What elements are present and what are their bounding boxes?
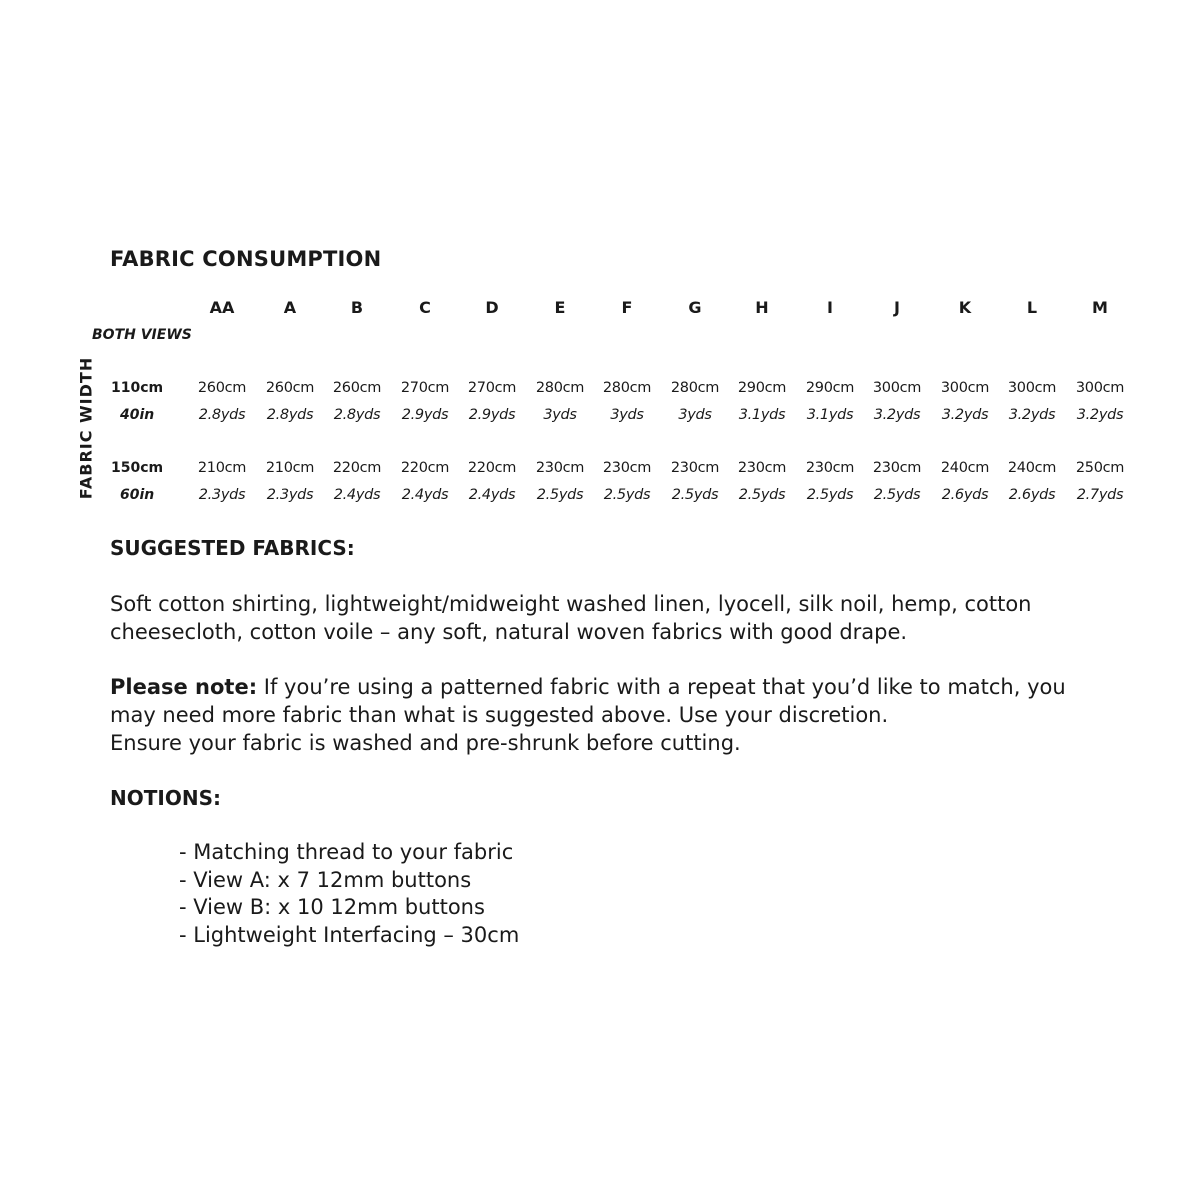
table-cell-metric: 300cm	[1007, 380, 1057, 396]
note-line-1-text: If you’re using a patterned fabric with a repeat that you’d like to match, you	[257, 675, 1066, 699]
size-header: J	[894, 298, 900, 317]
table-cell-metric: 270cm	[400, 380, 450, 396]
notion-item: - View A: x 7 12mm buttons	[179, 867, 472, 892]
note-line-2: may need more fabric than what is suggested above. Use your discretion.	[110, 703, 889, 727]
notion-item: - View B: x 10 12mm buttons	[179, 895, 485, 919]
table-cell-imperial: 3.1yds	[738, 407, 786, 423]
table-cell-metric: 240cm	[1007, 460, 1057, 476]
size-header: E	[554, 298, 566, 317]
table-cell-metric: 220cm	[332, 460, 382, 476]
note-bold: Please note:	[110, 675, 258, 699]
table-cell-imperial: 2.6yds	[1008, 487, 1056, 503]
table-cell-metric: 230cm	[670, 460, 720, 476]
table-cell-metric: 290cm	[805, 380, 855, 396]
row-label-imperial: 60in	[120, 487, 155, 503]
notions-list	[179, 839, 519, 949]
table-cell-imperial: 2.8yds	[198, 407, 246, 423]
note-line-3: Ensure your fabric is washed and pre-shrunk before cutting.	[110, 731, 741, 755]
table-cell-metric: 260cm	[197, 380, 247, 396]
table-cell-metric: 220cm	[400, 460, 450, 476]
size-header: F	[621, 298, 633, 317]
size-header: K	[958, 298, 972, 317]
table-cell-imperial: 3.1yds	[806, 407, 854, 423]
size-header: D	[485, 298, 499, 317]
table-cell-imperial: 2.4yds	[468, 487, 516, 503]
suggested-line-2: cheesecloth, cotton voile – any soft, natural woven fabrics with good drape.	[110, 620, 908, 644]
table-cell-metric: 300cm	[1075, 380, 1125, 396]
suggested-fabrics-text	[110, 590, 1032, 646]
table-cell-metric: 230cm	[872, 460, 922, 476]
table-cell-metric: 280cm	[602, 380, 652, 396]
size-header: B	[350, 298, 364, 317]
table-cell-metric: 300cm	[940, 380, 990, 396]
both-views-label: BOTH VIEWS	[92, 327, 192, 343]
table-cell-imperial: 2.5yds	[671, 487, 719, 503]
table-cell-metric: 210cm	[265, 460, 315, 476]
notion-item: - Lightweight Interfacing – 30cm	[179, 922, 520, 947]
size-header: AA	[209, 298, 235, 317]
table-cell-imperial: 2.5yds	[536, 487, 584, 503]
table-cell-metric: 210cm	[197, 460, 247, 476]
suggested-fabrics-heading: SUGGESTED FABRICS:	[110, 536, 355, 560]
notions-heading: NOTIONS:	[110, 786, 221, 810]
suggested-line-1: Soft cotton shirting, lightweight/midweight washed linen, lyocell, silk noil, hemp, cotton	[110, 592, 1032, 616]
table-cell-imperial: 2.3yds	[266, 487, 314, 503]
size-header: H	[755, 298, 769, 317]
table-cell-imperial: 2.5yds	[738, 487, 786, 503]
table-cell-imperial: 2.6yds	[941, 487, 989, 503]
table-cell-imperial: 3.2yds	[1076, 407, 1124, 423]
table-cell-imperial: 2.4yds	[401, 487, 449, 503]
table-cell-imperial: 2.9yds	[401, 407, 449, 423]
table-cell-imperial: 3.2yds	[941, 407, 989, 423]
table-cell-metric: 260cm	[332, 380, 382, 396]
table-cell-imperial: 2.5yds	[603, 487, 651, 503]
row-label-imperial: 40in	[120, 407, 155, 423]
table-cell-metric: 280cm	[670, 380, 720, 396]
please-note-text	[110, 673, 1066, 757]
table-cell-imperial: 3.2yds	[1008, 407, 1056, 423]
table-cell-metric: 300cm	[872, 380, 922, 396]
table-cell-metric: 230cm	[805, 460, 855, 476]
table-cell-metric: 280cm	[535, 380, 585, 396]
row-label-metric: 110cm	[111, 380, 164, 396]
table-cell-metric: 240cm	[940, 460, 990, 476]
table-cell-imperial: 2.8yds	[333, 407, 381, 423]
table-cell-imperial: 3yds	[678, 407, 712, 423]
table-cell-imperial: 2.4yds	[333, 487, 381, 503]
table-cell-imperial: 2.3yds	[198, 487, 246, 503]
table-cell-metric: 260cm	[265, 380, 315, 396]
note-line-1	[110, 673, 1066, 701]
table-cell-imperial: 2.9yds	[468, 407, 516, 423]
table-cell-metric: 230cm	[535, 460, 585, 476]
table-cell-metric: 230cm	[737, 460, 787, 476]
table-cell-metric: 250cm	[1075, 460, 1125, 476]
notion-item: - Matching thread to your fabric	[179, 840, 514, 864]
table-cell-imperial: 2.8yds	[266, 407, 314, 423]
table-cell-metric: 290cm	[737, 380, 787, 396]
table-cell-imperial: 3yds	[610, 407, 644, 423]
size-header: L	[1026, 298, 1038, 317]
size-header: M	[1092, 298, 1108, 317]
table-cell-imperial: 3.2yds	[873, 407, 921, 423]
size-header: C	[419, 298, 431, 317]
size-header: A	[283, 298, 297, 317]
page-title: FABRIC CONSUMPTION	[110, 247, 382, 271]
table-cell-imperial: 2.7yds	[1076, 487, 1124, 503]
table-cell-imperial: 2.5yds	[873, 487, 921, 503]
table-cell-imperial: 2.5yds	[806, 487, 854, 503]
row-label-metric: 150cm	[111, 460, 164, 476]
table-cell-metric: 220cm	[467, 460, 517, 476]
size-header: G	[688, 298, 702, 317]
table-cell-metric: 270cm	[467, 380, 517, 396]
fabric-width-label: FABRIC WIDTH	[76, 356, 96, 500]
table-cell-metric: 230cm	[602, 460, 652, 476]
size-header: I	[827, 298, 833, 317]
table-cell-imperial: 3yds	[543, 407, 577, 423]
